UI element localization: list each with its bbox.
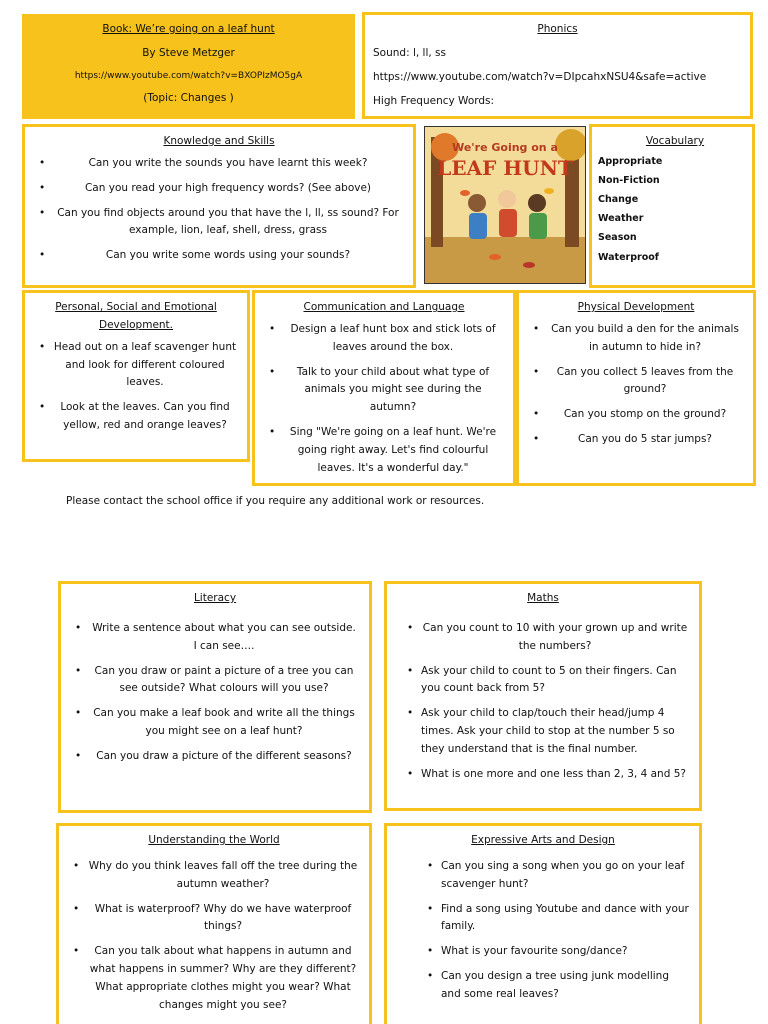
pd-item: • Can you collect 5 leaves from the ground?	[533, 364, 743, 400]
phonics-url[interactable]: https://www.youtube.com/watch?v=DIpcahxNSU4&safe=active	[373, 70, 707, 83]
knowledge-box	[22, 124, 416, 288]
pd-title: Physical Development	[577, 301, 695, 313]
utw-list	[59, 858, 369, 1015]
knowledge-item: • Can you write some words using your sounds?	[39, 247, 403, 265]
pd-item: • Can you stomp on the ground?	[533, 406, 743, 424]
book-topic: (Topic: Changes )	[143, 91, 234, 104]
maths-title: Maths	[527, 592, 559, 604]
cl-list	[255, 321, 513, 478]
vocabulary-word: Waterproof	[598, 251, 659, 263]
psed-item: • Look at the leaves. Can you find yellow, red and orange leaves?	[39, 399, 237, 435]
book-box	[22, 14, 355, 119]
psed-list	[25, 339, 247, 435]
vocabulary-title: Vocabulary	[645, 135, 705, 147]
literacy-item: • Can you draw a picture of the different seasons?	[75, 748, 359, 766]
maths-item: • What is one more and one less than 2, 3, 4 and 5?	[407, 766, 689, 784]
utw-item: • Why do you think leaves fall off the tree during the autumn weather?	[73, 858, 359, 894]
phonics-hfw: High Frequency Words:	[373, 94, 495, 107]
knowledge-title: Knowledge and Skills	[163, 135, 275, 147]
cover-title-line2: LEAF HUNT	[437, 156, 573, 180]
cover-title-line1: We're Going on a	[452, 141, 558, 154]
pd-item: • Can you do 5 star jumps?	[533, 431, 743, 449]
maths-item: • Ask your child to clap/touch their head/jump 4 times. Ask your child to stop at the number 5 so they understand that is the final number.	[407, 705, 689, 759]
book-cover-image	[424, 126, 586, 284]
ead-item: • Can you design a tree using junk modelling and some real leaves?	[427, 968, 689, 1004]
ead-item: • Find a song using Youtube and dance with your family.	[427, 901, 689, 937]
psed-item: • Head out on a leaf scavenger hunt and look for different coloured leaves.	[39, 339, 237, 393]
cl-box	[252, 290, 516, 486]
vocabulary-word: Appropriate	[598, 155, 663, 167]
utw-title: Understanding the World	[148, 834, 280, 846]
psed-box	[22, 290, 250, 462]
maths-item: • Can you count to 10 with your grown up and write the numbers?	[407, 620, 689, 656]
literacy-item: • Can you draw or paint a picture of a tree you can see outside? What colours will you use?	[75, 663, 359, 699]
phonics-title: Phonics	[537, 23, 578, 35]
contact-note: Please contact the school office if you require any additional work or resources.	[66, 495, 485, 507]
utw-item: • What is waterproof? Why do we have waterproof things?	[73, 901, 359, 937]
literacy-title: Literacy	[193, 592, 237, 604]
literacy-list	[61, 620, 369, 766]
knowledge-list	[25, 155, 413, 265]
cl-item: • Design a leaf hunt box and stick lots of leaves around the box.	[269, 321, 503, 357]
vocabulary-word: Season	[598, 232, 637, 244]
pd-list	[519, 321, 753, 449]
book-url[interactable]: https://www.youtube.com/watch?v=BXOPIzMO5gA	[74, 70, 303, 81]
ead-item: • Can you sing a song when you go on your leaf scavenger hunt?	[427, 858, 689, 894]
book-author: By Steve Metzger	[142, 46, 235, 59]
vocabulary-word: Change	[598, 194, 639, 206]
phonics-box	[362, 12, 753, 119]
cl-item: • Sing "We're going on a leaf hunt. We're going right away. Let's find colourful leaves. It's a wonderful day."	[269, 424, 503, 478]
maths-box	[384, 581, 702, 811]
pd-box	[516, 290, 756, 486]
psed-title: Personal, Social and Emotional Development.	[55, 301, 217, 331]
maths-item: • Ask your child to count to 5 on their fingers. Can you count back from 5?	[407, 663, 689, 699]
literacy-item: • Can you make a leaf book and write all the things you might see on a leaf hunt?	[75, 705, 359, 741]
vocabulary-box	[589, 124, 755, 288]
cl-item: • Talk to your child about what type of animals you might see during the autumn?	[269, 364, 503, 418]
ead-item: • What is your favourite song/dance?	[427, 943, 689, 961]
cl-title: Communication and Language	[303, 301, 465, 313]
utw-box	[56, 823, 372, 1024]
literacy-box	[58, 581, 372, 813]
book-title: Book: We’re going on a leaf hunt	[102, 23, 275, 35]
maths-list	[387, 620, 699, 784]
knowledge-item: • Can you write the sounds you have learnt this week?	[39, 155, 403, 173]
utw-item: • Can you talk about what happens in autumn and what happens in summer? Why are they different? What appropriate clothes might you wear? What changes might you see?	[73, 943, 359, 1014]
vocabulary-word: Non-Fiction	[598, 174, 660, 186]
knowledge-item: • Can you find objects around you that have the l, ll, ss sound? For example, lion, leaf, shell, dress, grass	[39, 205, 403, 241]
ead-title: Expressive Arts and Design	[471, 834, 615, 846]
literacy-item: • Write a sentence about what you can see outside. I can see….	[75, 620, 359, 656]
phonics-sound: Sound: l, ll, ss	[373, 46, 446, 59]
ead-box	[384, 823, 702, 1024]
knowledge-item: • Can you read your high frequency words? (See above)	[39, 180, 403, 198]
pd-item: • Can you build a den for the animals in autumn to hide in?	[533, 321, 743, 357]
vocabulary-word: Weather	[598, 213, 644, 225]
ead-list	[387, 858, 699, 1004]
